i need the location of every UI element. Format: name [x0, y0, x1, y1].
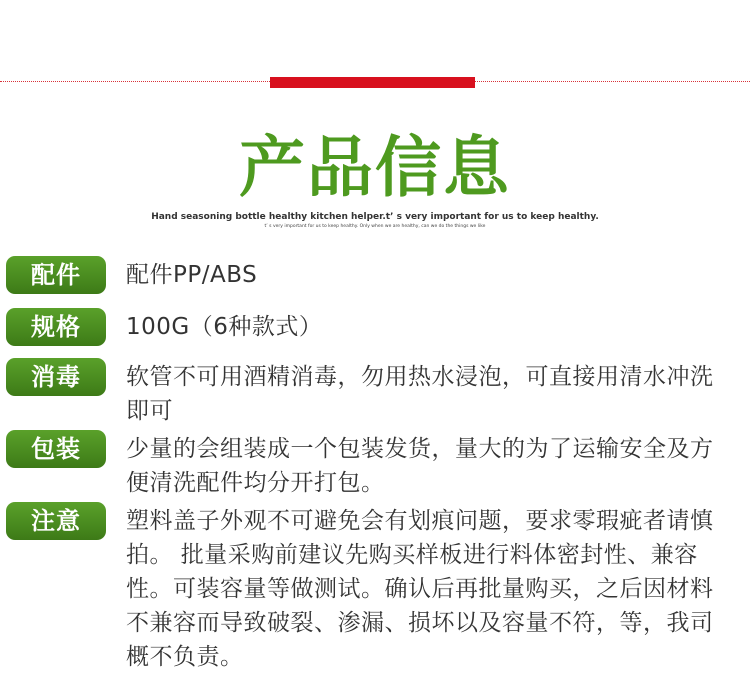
info-text: 软管不可用酒精消毒，勿用热水浸泡，可直接用清水冲洗即可 [126, 364, 714, 424]
english-small-caption: t’ s very important for us to keep healthy. Only when we are healthy, can we do the things we like [264, 224, 486, 229]
info-text: 100G（6种款式） [126, 314, 323, 340]
label-badge: 包装 [6, 430, 106, 468]
label-badge: 规格 [6, 308, 106, 346]
info-text: 配件PP/ABS [126, 262, 258, 288]
label-badge: 配件 [6, 256, 106, 294]
info-text: 少量的会组装成一个包装发货，量大的为了运输安全及方便清洗配件均分开打包。 [126, 436, 714, 496]
page-title: 产品信息 [239, 129, 511, 206]
label-badge: 消毒 [6, 358, 106, 396]
info-text: 塑料盖子外观不可避免会有划痕问题，要求零瑕疵者请慎拍。 批量采购前建议先购买样板进行料体密封性、兼容性。可装容量等做测试。确认后再批量购买，之后因材料不兼容而导致破裂、渗漏、损坏以及容量不符，等，我司概不负责。 [126, 508, 714, 670]
english-subtitle: Hand seasoning bottle healthy kitchen helper.t’ s very important for us to keep healthy. [151, 212, 599, 222]
label-badge: 注意 [6, 502, 106, 540]
red-accent-bar [270, 77, 475, 88]
